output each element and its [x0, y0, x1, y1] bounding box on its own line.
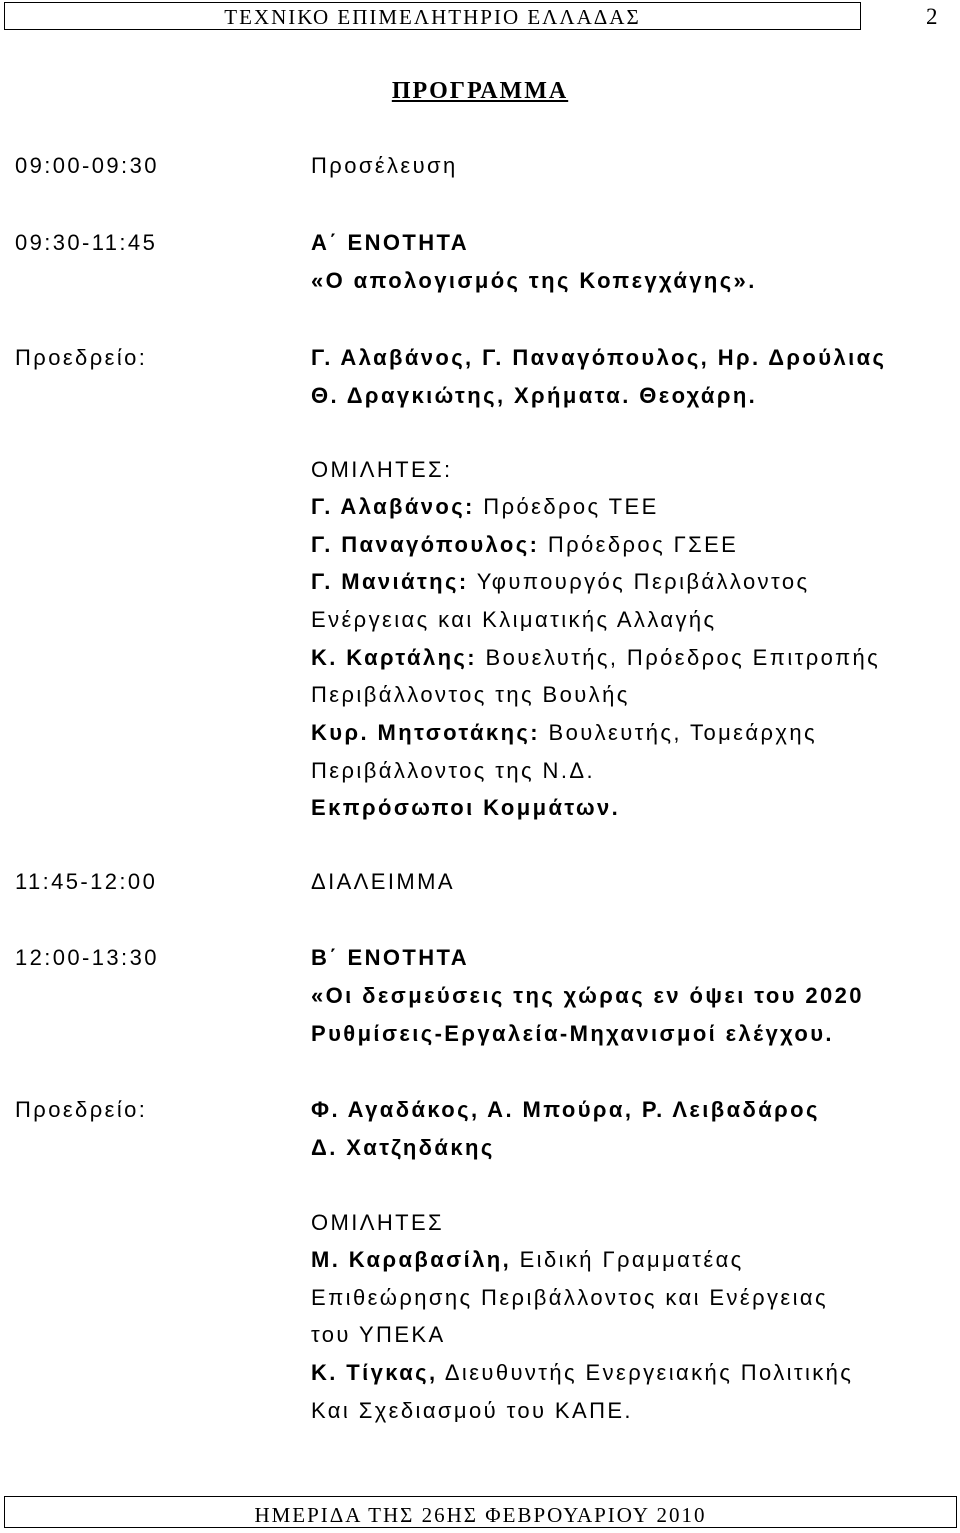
section-b-presidium-line: Φ. Αγαδάκος, Α. Μπούρα, Ρ. Λειβαδάρος	[311, 1097, 820, 1122]
speaker-name: Μ. Καραβασίλη,	[311, 1247, 512, 1272]
speaker-name: Γ. Αλαβάνος:	[311, 494, 475, 519]
speaker-entry	[311, 1354, 853, 1392]
speaker-entry	[311, 639, 880, 677]
speaker-role-continued: του ΥΠΕΚΑ	[311, 1322, 446, 1347]
section-b-subtitle-line: «Οι δεσμεύσεις της χώρας εν όψει του 2020	[311, 983, 864, 1008]
speaker-name: Κ. Καρτάλης:	[311, 645, 477, 670]
arrival-time: 09:00-09:30	[15, 153, 159, 178]
program-title: ΠΡΟΓΡΑΜΜΑ	[391, 78, 569, 104]
speaker-role: Βουελυτής, Πρόεδρος Επιτροπής	[477, 645, 881, 670]
section-b-heading: Β΄ ΕΝΟΤΗΤΑ	[311, 945, 470, 970]
speaker-role-continued: Και Σχεδιασμού του ΚΑΠΕ.	[311, 1398, 633, 1423]
section-b-presidium-label: Προεδρείο:	[15, 1097, 148, 1122]
speaker-entry	[311, 563, 809, 601]
page-header	[4, 2, 861, 30]
speaker-entry	[311, 1241, 744, 1279]
page-number: 2	[926, 4, 938, 29]
speaker-role: Πρόεδρος ΓΣΕΕ	[539, 532, 739, 557]
speaker-role-continued: Επιθεώρησης Περιβάλλοντος και Ενέργειας	[311, 1285, 829, 1310]
break-time: 11:45-12:00	[15, 869, 158, 894]
speaker-role: Υφυπουργός Περιβάλλοντος	[468, 569, 810, 594]
speaker-role: Βουλευτής, Τομεάρχης	[539, 720, 817, 745]
speaker-entry	[311, 488, 659, 526]
speaker-role: Ειδική Γραμματέας	[511, 1247, 744, 1272]
page-footer	[4, 1496, 957, 1528]
section-a-subtitle: «Ο απολογισμός της Κοπεγχάγης».	[311, 268, 757, 293]
section-a-presidium-label: Προεδρείο:	[15, 345, 148, 370]
speaker-role: Πρόεδρος ΤΕΕ	[474, 494, 659, 519]
section-b-time: 12:00-13:30	[15, 945, 159, 970]
break-label: ΔΙΑΛΕΙΜΜΑ	[311, 869, 455, 894]
footer-text: ΗΜΕΡΙΔΑ ΤΗΣ 26ΗΣ ΦΕΒΡΟΥΑΡΙΟΥ 2010	[254, 1503, 707, 1527]
section-a-presidium-line: Θ. Δραγκιώτης, Χρήματα. Θεοχάρη.	[311, 383, 758, 408]
section-a-time: 09:30-11:45	[15, 230, 158, 255]
speaker-name: Κ. Τίγκας,	[311, 1360, 438, 1385]
speaker-role-continued: Περιβάλλοντος της Ν.Δ.	[311, 758, 595, 783]
speaker-name: Κυρ. Μητσοτάκης:	[311, 720, 540, 745]
section-b-subtitle-line: Ρυθμίσεις-Εργαλεία-Μηχανισμοί ελέγχου.	[311, 1021, 834, 1046]
arrival-label: Προσέλευση	[311, 153, 458, 178]
speaker-entry	[311, 526, 738, 564]
section-a-presidium-line: Γ. Αλαβάνος, Γ. Παναγόπουλος, Ηρ. Δρούλιας	[311, 345, 887, 370]
section-b-presidium-line: Δ. Χατζηδάκης	[311, 1135, 495, 1160]
header-title: ΤΕΧΝΙΚΟ ΕΠΙΜΕΛΗΤΗΡΙΟ ΕΛΛΑΔΑΣ	[224, 5, 641, 29]
party-representatives: Εκπρόσωποι Κομμάτων.	[311, 795, 621, 820]
speaker-role: Διευθυντής Ενεργειακής Πολιτικής	[437, 1360, 854, 1385]
section-a-speakers-label: ΟΜΙΛΗΤΕΣ:	[311, 457, 453, 482]
section-b-speakers-label: ΟΜΙΛΗΤΕΣ	[311, 1210, 445, 1235]
speaker-entry	[311, 714, 817, 752]
section-a-heading: Α΄ ΕΝΟΤΗΤΑ	[311, 230, 470, 255]
speaker-role-continued: Περιβάλλοντος της Βουλής	[311, 682, 630, 707]
speaker-role-continued: Ενέργειας και Κλιματικής Αλλαγής	[311, 607, 717, 632]
speaker-name: Γ. Μανιάτης:	[311, 569, 469, 594]
speaker-name: Γ. Παναγόπουλος:	[311, 532, 540, 557]
